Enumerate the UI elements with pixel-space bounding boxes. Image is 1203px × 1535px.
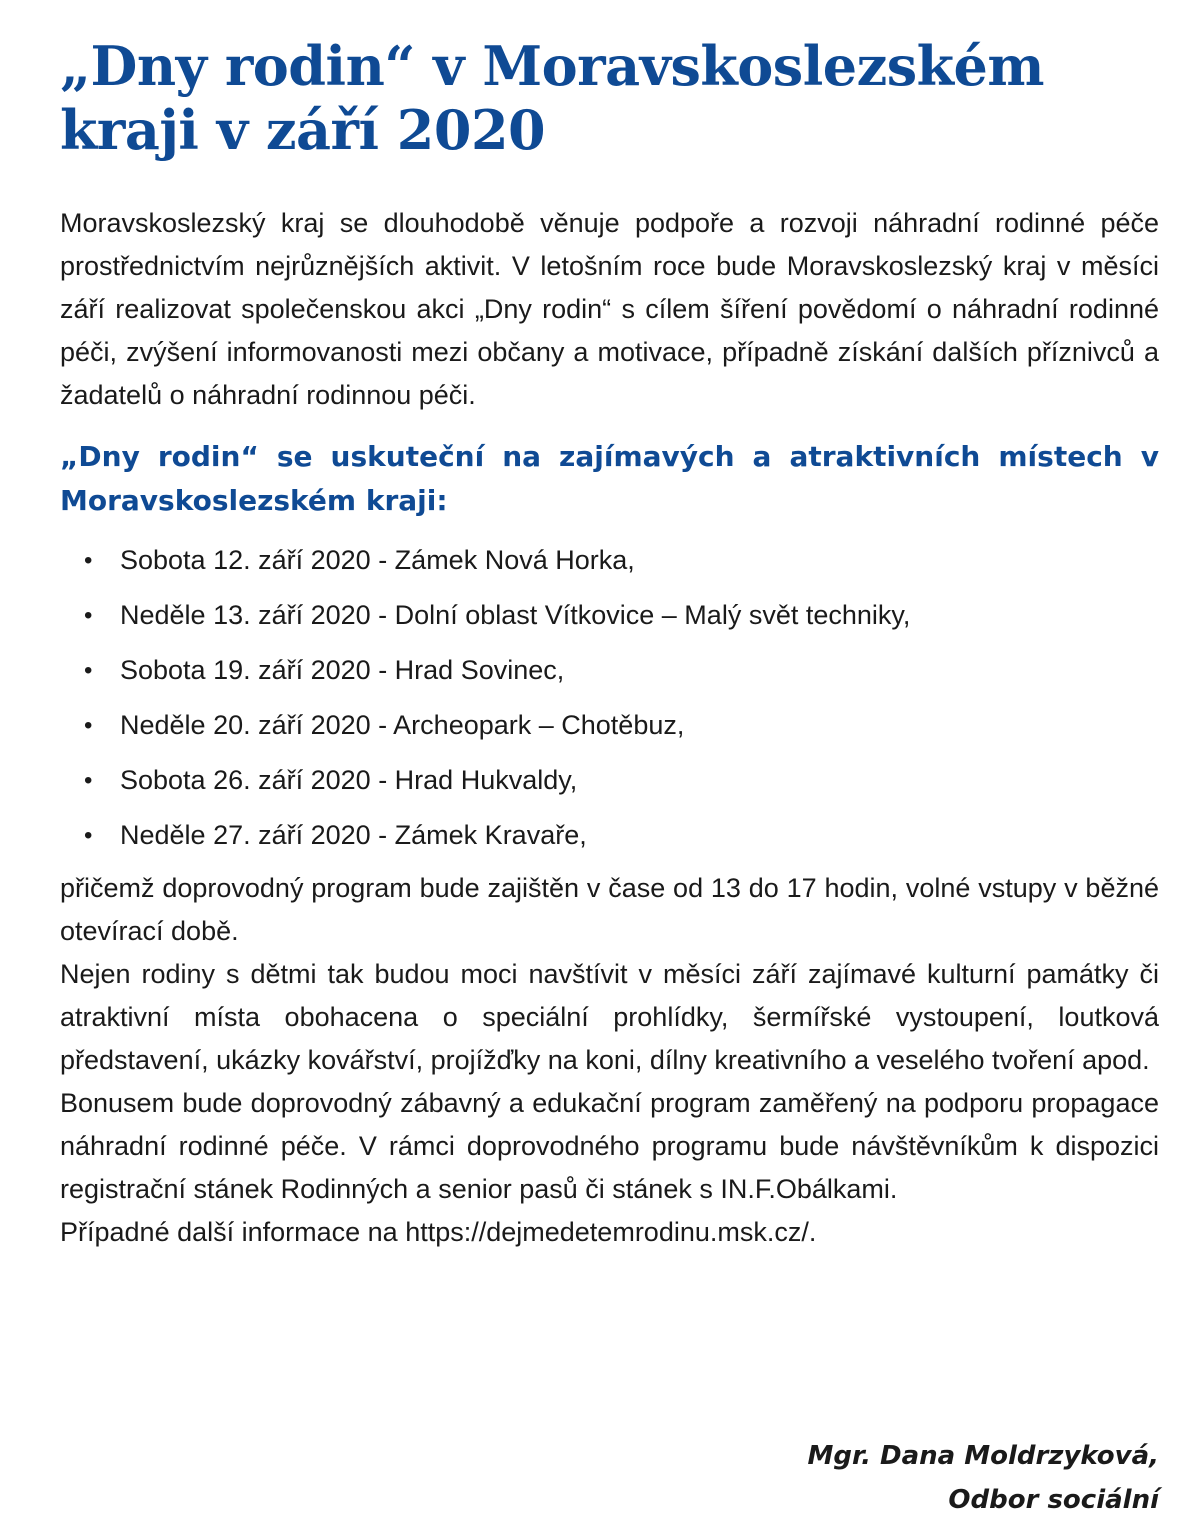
page-title: „Dny rodin“ v Moravskoslezském kraji v září 2020 xyxy=(60,34,1045,162)
activities-paragraph: Nejen rodiny s dětmi tak budou moci navštívit v měsíci září zajímavé kulturní památky či atraktivní místa obohacena o speciální prohlídky, šermířské vystoupení, loutková představení, ukázky kovářství, projížďky na koni, dílny kreativního a veselého tvoření apod. xyxy=(60,959,1159,1075)
list-item xyxy=(60,753,1159,808)
bullet-icon: • xyxy=(84,547,93,574)
intro-paragraph: Moravskoslezský kraj se dlouhodobě věnuje podpoře a rozvoji náhradní rodinné péče prostřednictvím nejrůznějších aktivit. V letošním roce bude Moravskoslezský kraj v měsíci září realizovat společenskou akci „Dny rodin“ s cílem šíření povědomí o náhradní rodinné péči, zvýšení informovanosti mezi občany a motivace, případně získání dalších příznivců a žadatelů o náhradní rodinnou péči. xyxy=(60,208,1159,410)
list-item xyxy=(60,643,1159,698)
bullet-icon: • xyxy=(84,712,93,739)
events-heading: „Dny rodin“ se uskuteční na zajímavých a atraktivních místech v Moravskoslezském kraji: xyxy=(60,440,1159,517)
signature-department: Odbor sociální xyxy=(948,1485,1159,1515)
event-text: Neděle 20. září 2020 - Archeopark – Chotěbuz, xyxy=(120,710,685,740)
event-text: Sobota 12. září 2020 - Zámek Nová Horka, xyxy=(120,545,635,575)
bullet-icon: • xyxy=(84,767,93,794)
bullet-icon: • xyxy=(84,657,93,684)
bullet-icon: • xyxy=(84,602,93,629)
bullet-icon: • xyxy=(84,822,93,849)
info-paragraph: Případné další informace na https://dejmedetemrodinu.msk.cz/. xyxy=(60,1217,817,1247)
events-list xyxy=(60,533,1159,863)
event-text: Neděle 27. září 2020 - Zámek Kravaře, xyxy=(120,820,587,850)
signature xyxy=(807,1434,1159,1522)
event-text: Sobota 19. září 2020 - Hrad Sovinec, xyxy=(120,655,565,685)
list-item xyxy=(60,588,1159,643)
event-text: Sobota 26. září 2020 - Hrad Hukvaldy, xyxy=(120,765,578,795)
event-text: Neděle 13. září 2020 - Dolní oblast Vítkovice – Malý svět techniky, xyxy=(120,600,911,630)
signature-name: Mgr. Dana Moldrzyková, xyxy=(807,1441,1159,1471)
bonus-paragraph: Bonusem bude doprovodný zábavný a edukační program zaměřený na podporu propagace náhradní rodinné péče. V rámci doprovodného programu bude návštěvníkům k dispozici registrační stánek Rodinných a senior pasů či stánek s IN.F.Obálkami. xyxy=(60,1088,1159,1204)
list-item xyxy=(60,533,1159,588)
list-item xyxy=(60,808,1159,863)
list-item xyxy=(60,698,1159,753)
program-paragraph: přičemž doprovodný program bude zajištěn v čase od 13 do 17 hodin, volné vstupy v běžné otevírací době. xyxy=(60,873,1159,946)
